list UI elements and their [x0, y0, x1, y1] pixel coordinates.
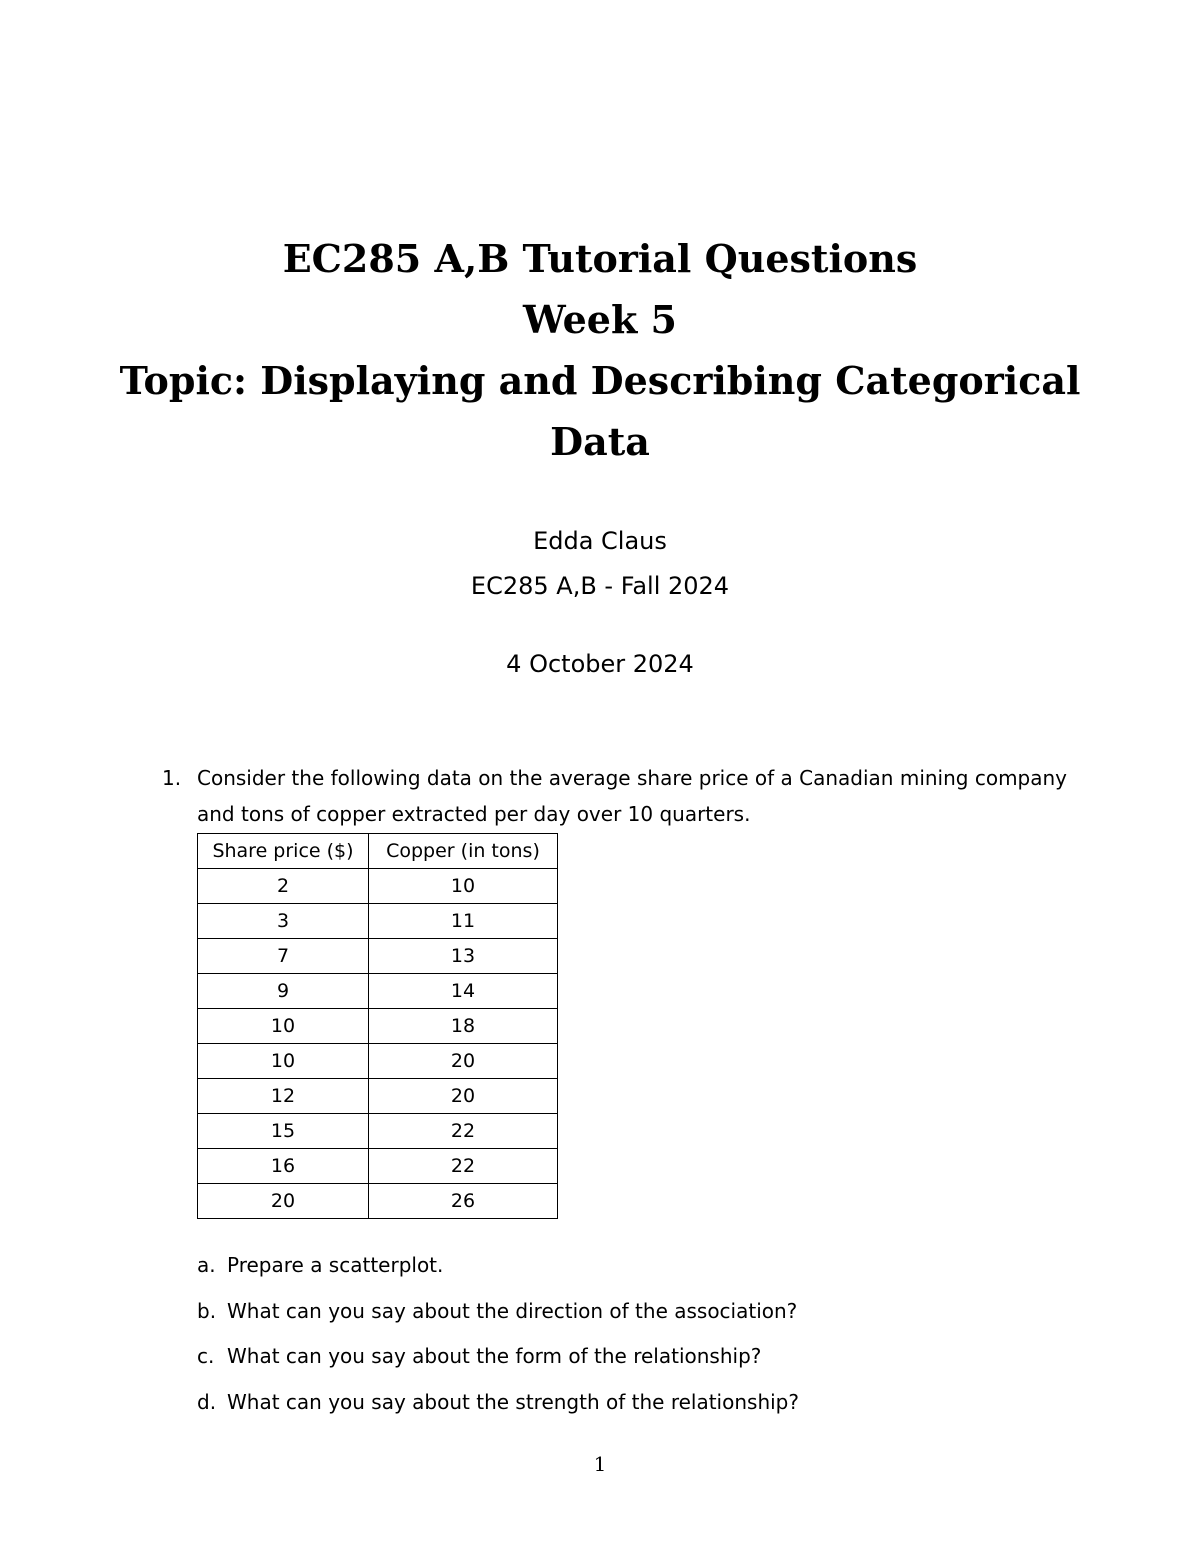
sub-question-letter: c. — [197, 1344, 215, 1368]
table-cell: 15 — [198, 1114, 369, 1149]
table-row — [198, 904, 558, 939]
table-cell: 10 — [198, 1009, 369, 1044]
sub-question-letter: a. — [197, 1253, 216, 1277]
table-cell: 12 — [198, 1079, 369, 1114]
table-cell: 11 — [369, 904, 558, 939]
sub-question-d — [197, 1383, 1097, 1429]
question-text: Consider the following data on the average share price of a Canadian mining company and tons of copper extracted per day over 10 quarters. — [197, 766, 1068, 826]
table-cell: 7 — [198, 939, 369, 974]
sub-question-c — [197, 1337, 1097, 1383]
document-date: 4 October 2024 — [506, 650, 694, 678]
table-cell: 26 — [369, 1184, 558, 1219]
page-number: 1 — [593, 1452, 607, 1476]
table-header-copper: Copper (in tons) — [369, 834, 558, 869]
sub-question-letter: b. — [197, 1298, 217, 1323]
table-row — [198, 1044, 558, 1079]
table-header-row — [198, 834, 558, 869]
table-row — [198, 939, 558, 974]
question-number: 1. — [162, 766, 182, 790]
table-row — [198, 1114, 558, 1149]
table-cell: 10 — [369, 869, 558, 904]
table-cell: 20 — [369, 1079, 558, 1114]
sub-question-text: What can you say about the form of the relationship? — [227, 1344, 762, 1368]
sub-questions — [197, 1246, 1097, 1428]
table-cell: 3 — [198, 904, 369, 939]
sub-question-a — [197, 1246, 1097, 1292]
table-cell: 22 — [369, 1149, 558, 1184]
title-line-topic-cont: Data — [550, 419, 650, 464]
table-header-share-price: Share price ($) — [198, 834, 369, 869]
table-row — [198, 1009, 558, 1044]
table-row — [198, 1184, 558, 1219]
sub-question-text: Prepare a scatterplot. — [227, 1253, 444, 1277]
table-cell: 10 — [198, 1044, 369, 1079]
table-cell: 20 — [369, 1044, 558, 1079]
table-row — [198, 974, 558, 1009]
sub-question-b — [197, 1292, 1097, 1338]
title-line-course: EC285 A,B Tutorial Questions — [282, 236, 918, 281]
table-cell: 22 — [369, 1114, 558, 1149]
table-cell: 20 — [198, 1184, 369, 1219]
course-term: EC285 A,B - Fall 2024 — [470, 572, 730, 600]
table-row — [198, 869, 558, 904]
sub-question-letter: d. — [197, 1389, 217, 1414]
table-cell: 16 — [198, 1149, 369, 1184]
sub-question-text: What can you say about the direction of the association? — [227, 1298, 798, 1323]
sub-question-text: What can you say about the strength of the relationship? — [227, 1389, 799, 1414]
author: Edda Claus — [533, 527, 667, 555]
table-cell: 2 — [198, 869, 369, 904]
question-1 — [162, 760, 1082, 832]
document-title — [0, 228, 1200, 472]
table-cell: 13 — [369, 939, 558, 974]
title-line-week: Week 5 — [523, 297, 677, 342]
table-row — [198, 1149, 558, 1184]
data-table — [197, 833, 558, 1219]
title-line-topic: Topic: Displaying and Describing Categorical — [119, 358, 1081, 403]
table-row — [198, 1079, 558, 1114]
table-cell: 18 — [369, 1009, 558, 1044]
table-cell: 14 — [369, 974, 558, 1009]
table-cell: 9 — [198, 974, 369, 1009]
